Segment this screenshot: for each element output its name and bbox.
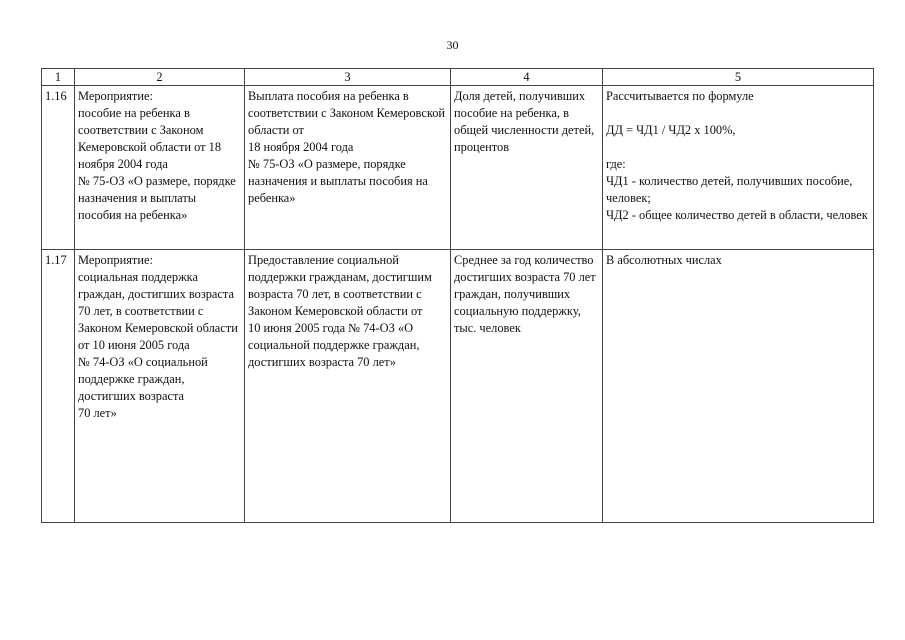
row-number: 1.17 <box>42 250 75 523</box>
row-number: 1.16 <box>42 86 75 250</box>
column-header-5: 5 <box>603 69 874 86</box>
event-cell: Мероприятие: социальная поддержка граждан, достигших возраста 70 лет, в соответствии с Законом Кемеровской области от 10 июня 2005 года № 74-ОЗ «О социальной поддержке граждан, достигших возраста 70 лет» <box>75 250 245 523</box>
indicators-table <box>41 68 874 523</box>
event-cell: Мероприятие: пособие на ребенка в соответствии с Законом Кемеровской области от 18 ноября 2004 года № 75-ОЗ «О размере, порядке назначения и выплаты пособия на ребенка» <box>75 86 245 250</box>
description-cell: Выплата пособия на ребенка в соответствии с Законом Кемеровской области от 18 ноября 2004 года № 75-ОЗ «О размере, порядке назначения и выплаты пособия на ребенка» <box>245 86 451 250</box>
column-header-2: 2 <box>75 69 245 86</box>
column-header-3: 3 <box>245 69 451 86</box>
column-header-4: 4 <box>451 69 603 86</box>
table-row <box>42 86 874 250</box>
indicator-cell: Среднее за год количество достигших возраста 70 лет граждан, получивших социальную поддержку, тыс. человек <box>451 250 603 523</box>
column-header-1: 1 <box>42 69 75 86</box>
description-cell: Предоставление социальной поддержки гражданам, достигшим возраста 70 лет, в соответствии с Законом Кемеровской области от 10 июня 2005 года № 74-ОЗ «О социальной поддержке граждан, достигших возраста 70 лет» <box>245 250 451 523</box>
indicator-cell: Доля детей, получивших пособие на ребенка, в общей численности детей, процентов <box>451 86 603 250</box>
table-row <box>42 250 874 523</box>
table-header-row <box>42 69 874 86</box>
page-number: 30 <box>446 38 459 52</box>
method-cell: Рассчитывается по формуле ДД = ЧД1 / ЧД2 х 100%, где: ЧД1 - количество детей, получивших пособие, человек; ЧД2 - общее количество детей в области, человек <box>603 86 874 250</box>
method-cell: В абсолютных числах <box>603 250 874 523</box>
